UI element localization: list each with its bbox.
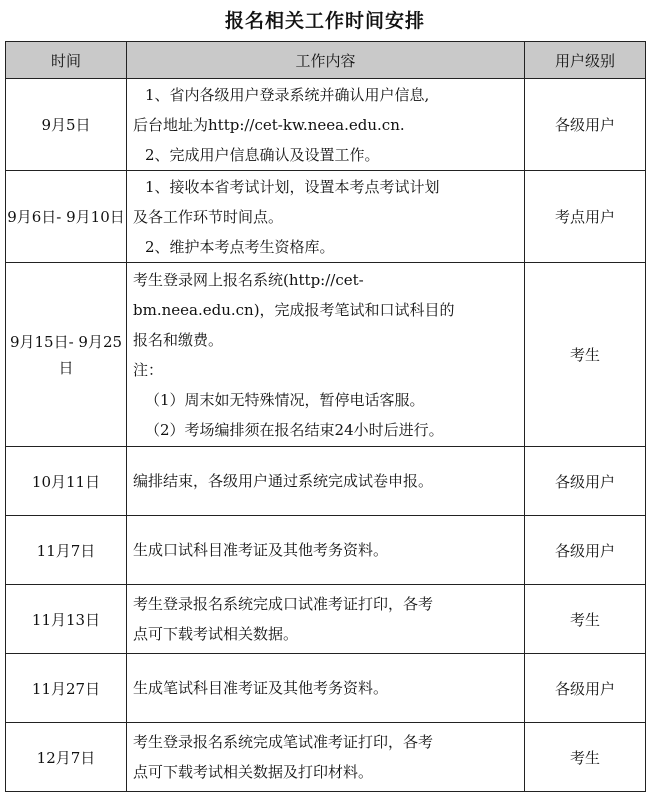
- page-title: 报名相关工作时间安排: [224, 10, 425, 32]
- content-line: 1、省内各级用户登录系统并确认用户信息,: [145, 85, 430, 104]
- time-cell: [6, 79, 127, 171]
- content-line: 生成笔试科目准考证及其他考务资料。: [133, 679, 389, 697]
- table-row: [6, 79, 646, 171]
- time-text: 9月15日-: [9, 332, 74, 351]
- table-row: [6, 585, 646, 654]
- content-line: 生成口试科目准考证及其他考务资料。: [133, 541, 389, 559]
- header-content: 工作内容: [127, 42, 525, 79]
- content-cell: [127, 654, 525, 723]
- table-row: [6, 516, 646, 585]
- content-line: 考生登录网上报名系统(http://cet-: [133, 270, 364, 289]
- time-text: 9月5日: [41, 116, 91, 134]
- content-line: bm.neea.edu.cn)，完成报考笔试和口试科目的: [133, 300, 455, 319]
- content-line: 编排结束，各级用户通过系统完成试卷申报。: [133, 472, 434, 490]
- level-cell: 各级用户: [525, 447, 646, 516]
- content-cell: [127, 79, 525, 171]
- content-cell: [127, 723, 525, 792]
- time-cell: 11月7日: [6, 516, 127, 585]
- table-header-row: [6, 42, 646, 79]
- content-cell: [127, 263, 525, 447]
- header-level: 用户级别: [525, 42, 646, 79]
- content-line: 及各工作环节时间点。: [133, 207, 284, 226]
- table-row: [6, 723, 646, 792]
- level-cell: 考生: [525, 585, 646, 654]
- time-text: 9月25日: [58, 332, 123, 377]
- table-row: [6, 654, 646, 723]
- schedule-table: [5, 41, 646, 792]
- table-row: [6, 263, 646, 447]
- time-cell: 12月7日: [6, 723, 127, 792]
- content-cell: [127, 585, 525, 654]
- level-cell: 考点用户: [525, 171, 646, 263]
- level-cell: 各级用户: [525, 654, 646, 723]
- content-line: 考生登录报名系统完成笔试准考证打印，各考: [133, 733, 434, 751]
- time-cell: [6, 263, 127, 447]
- table-row: [6, 171, 646, 263]
- content-cell: [127, 171, 525, 263]
- content-line: 2、维护本考点考生资格库。: [145, 237, 335, 256]
- time-text: 9月10日: [66, 207, 125, 226]
- time-cell: 11月27日: [6, 654, 127, 723]
- time-cell: 10月11日: [6, 447, 127, 516]
- time-cell: 11月13日: [6, 585, 127, 654]
- level-cell: 各级用户: [525, 516, 646, 585]
- level-cell: 各级用户: [525, 79, 646, 171]
- time-cell: [6, 171, 127, 263]
- header-time: 时间: [6, 42, 127, 79]
- content-line: 点可下载考试相关数据及打印材料。: [133, 763, 374, 781]
- content-line: 考生登录报名系统完成口试准考证打印，各考: [133, 595, 434, 613]
- level-cell: 考生: [525, 263, 646, 447]
- content-cell: [127, 516, 525, 585]
- level-cell: 考生: [525, 723, 646, 792]
- time-text: 9月6日-: [7, 207, 62, 226]
- content-line: （1）周末如无特殊情况，暂停电话客服。: [145, 390, 425, 409]
- content-line: 后台地址为http://cet-kw.neea.edu.cn.: [133, 115, 405, 134]
- content-line: 点可下载考试相关数据。: [133, 625, 299, 643]
- content-line: 报名和缴费。: [133, 330, 224, 349]
- content-cell: [127, 447, 525, 516]
- content-line: 2、完成用户信息确认及设置工作。: [145, 145, 380, 164]
- content-line: （2）考场编排须在报名结束24小时后进行。: [145, 420, 444, 439]
- content-line: 注：: [133, 360, 164, 379]
- table-row: [6, 447, 646, 516]
- content-line: 1、接收本省考试计划，设置本考点考试计划: [145, 177, 440, 196]
